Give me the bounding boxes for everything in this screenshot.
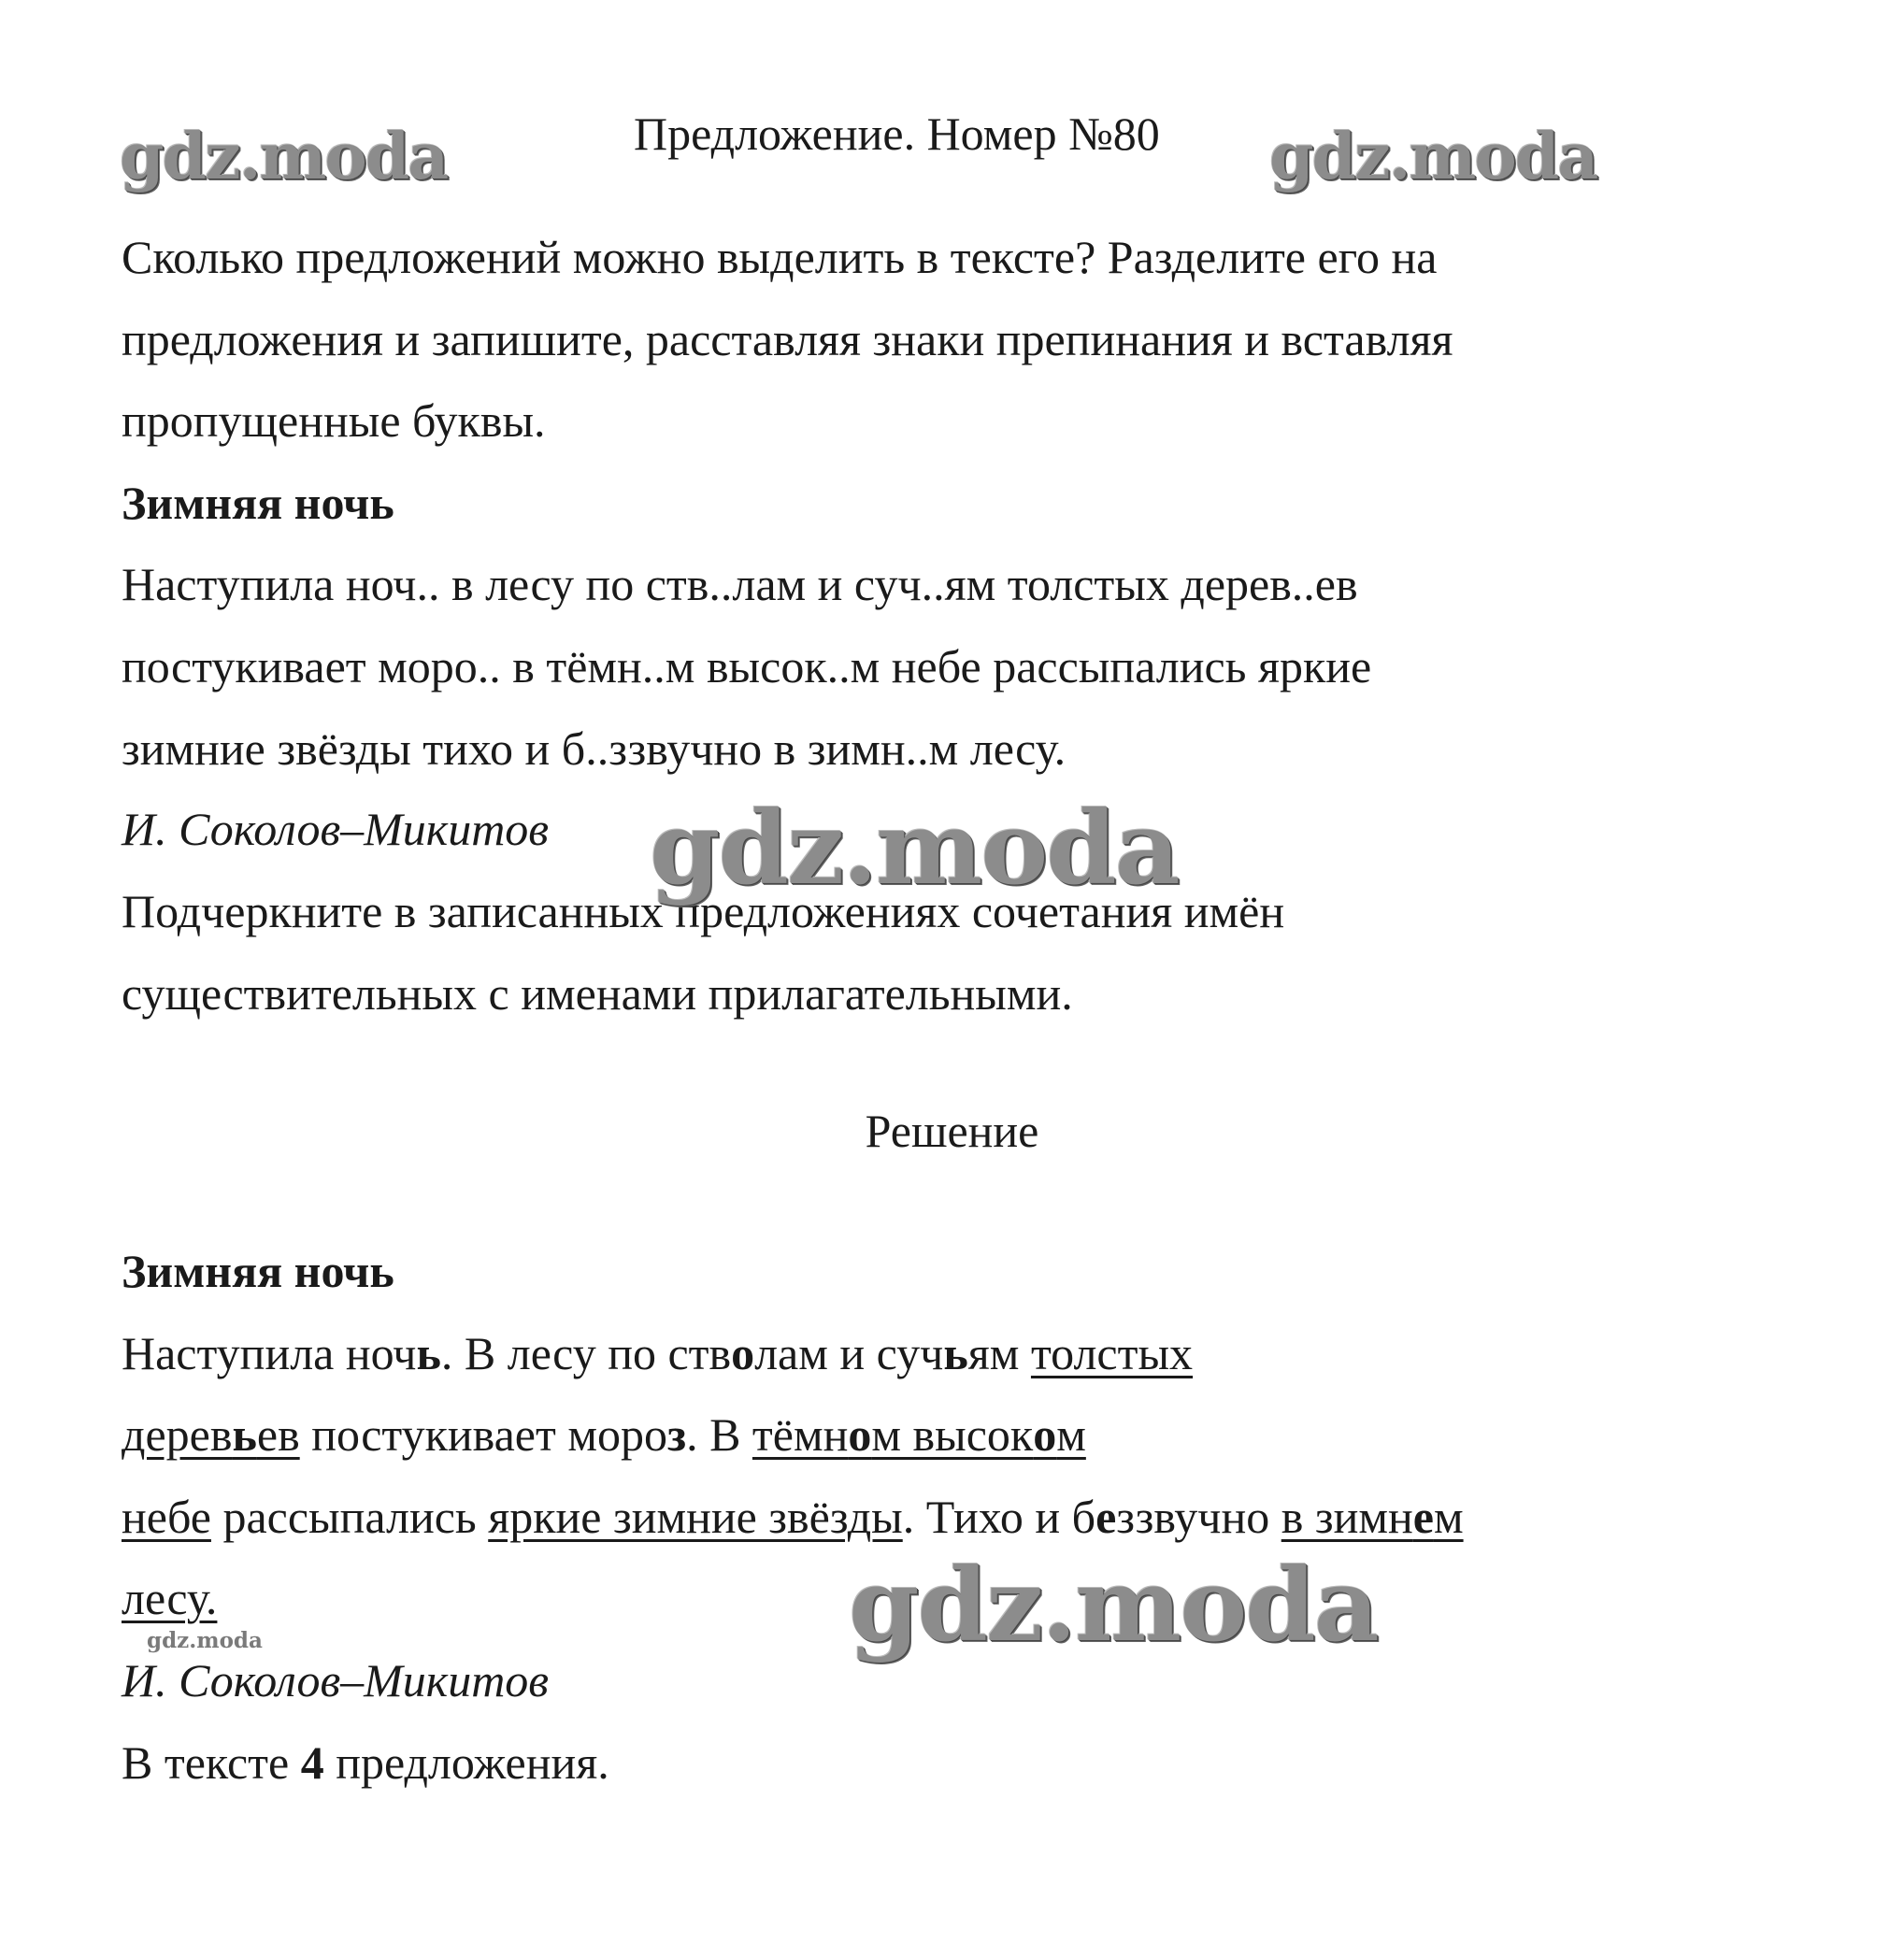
task-line-1: Сколько предложений можно выделить в тексте? Разделите его на [122,231,1438,283]
solution-text-title: Зимняя ночь [122,1245,394,1297]
task-followup-line-2: существительных с именами прилагательными. [122,967,1073,1020]
watermark-logo: gdz.moda [849,1547,1378,1664]
solution-line-2: деревьев постукивает мороз. В тёмном высоком [122,1408,1086,1461]
solution-line-1: Наступила ночь. В лесу по стволам и сучьям толстых [122,1327,1194,1379]
watermark-logo-small: gdz.moda [147,1628,263,1653]
solution-answer: В тексте 4 предложения. [122,1736,609,1789]
solution-author: И. Соколов–Микитов [122,1654,550,1706]
task-line-3: пропущенные буквы. [122,394,546,447]
task-text-line-1: Наступила ноч.. в лесу по ств..лам и суч..ям толстых дерев..ев [122,558,1358,610]
watermark-logo: gdz.moda [120,120,448,194]
task-followup-line-1: Подчеркните в записанных предложениях сочетания имён [122,885,1285,937]
watermark-logo: gdz.moda [650,790,1179,907]
task-author: И. Соколов–Микитов [122,803,550,855]
solution-heading: Решение [865,1105,1039,1157]
task-text-line-2: постукивает моро.. в тёмн..м высок..м небе рассыпались яркие [122,640,1372,693]
task-text-line-3: зимние звёзды тихо и б..ззвучно в зимн..м лесу. [122,722,1067,775]
solution-line-3: небе рассыпались яркие зимние звёзды. Тихо и беззвучно в зимнем [122,1491,1464,1543]
watermark-logo: gdz.moda [1269,120,1597,194]
task-line-2: предложения и запишите, расставляя знаки препинания и вставляя [122,313,1453,365]
task-text-title: Зимняя ночь [122,477,394,529]
solution-line-4: лесу. [122,1572,218,1624]
page-title: Предложение. Номер №80 [634,107,1160,160]
